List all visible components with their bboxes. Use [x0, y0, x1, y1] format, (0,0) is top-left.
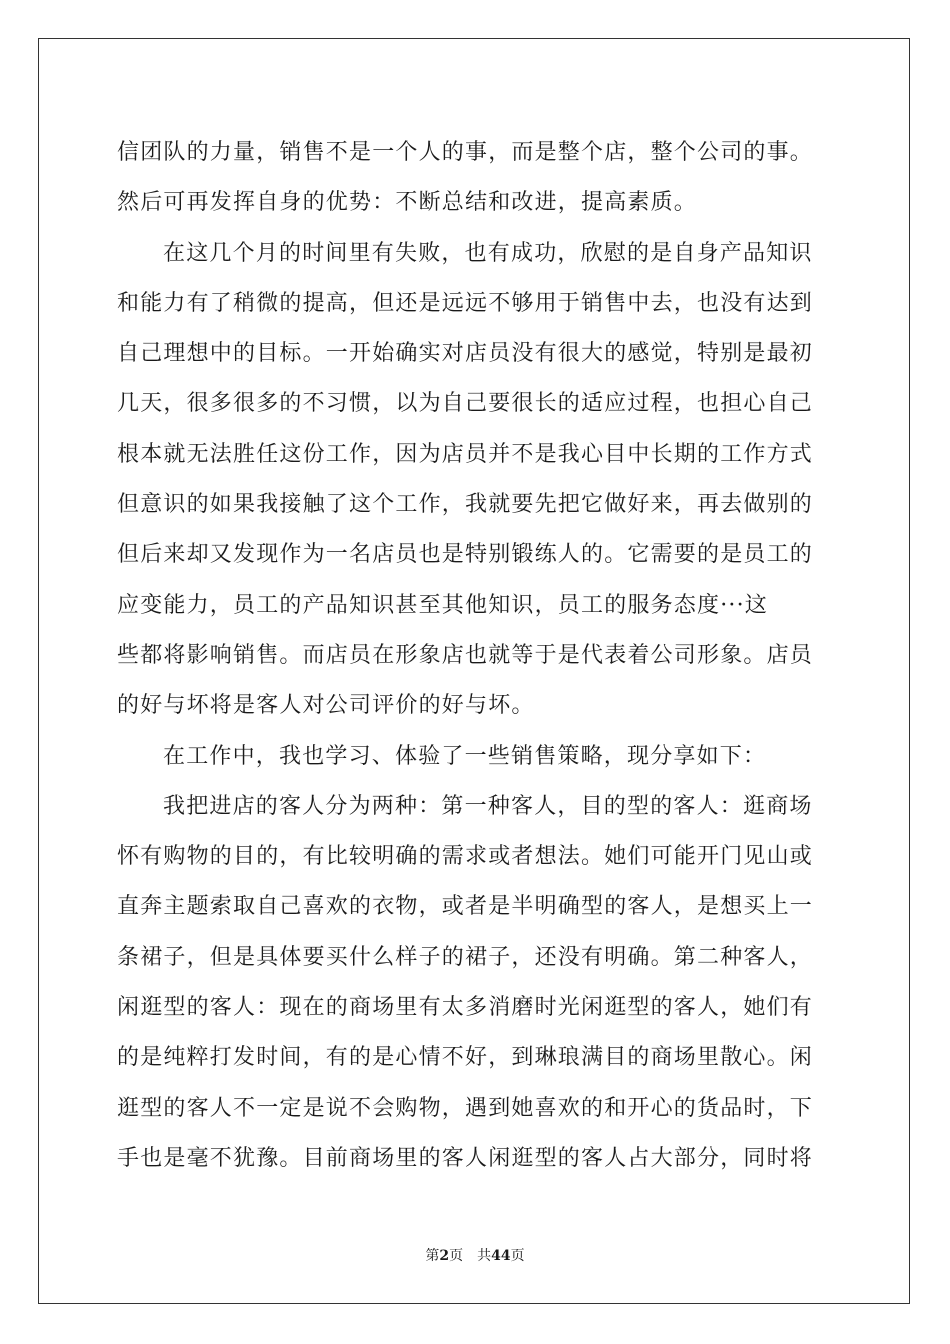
total-pages: 44 — [491, 1248, 511, 1264]
text-line: 应变能力，员工的产品知识甚至其他知识，员工的服务态度···这 — [117, 592, 768, 618]
text-line: 和能力有了稍微的提高，但还是远远不够用于销售中去，也没有达到 — [117, 290, 814, 316]
text-line: 自己理想中的目标。一开始确实对店员没有很大的感觉，特别是最初 — [117, 341, 814, 367]
text-line: 根本就无法胜任这份工作，因为店员并不是我心目中长期的工作方式 — [117, 441, 814, 467]
text-line: 闲逛型的客人：现在的商场里有太多消磨时光闲逛型的客人，她们有 — [117, 995, 814, 1021]
text-line: 但意识的如果我接触了这个工作，我就要先把它做好来，再去做别的 — [117, 492, 814, 518]
text-line: 的好与坏将是客人对公司评价的好与坏。 — [117, 693, 535, 719]
text-line: 在工作中，我也学习、体验了一些销售策略，现分享如下： — [163, 743, 767, 769]
text-line: 的是纯粹打发时间，有的是心情不好，到琳琅满目的商场里散心。闲 — [117, 1045, 814, 1071]
text-line: 我把进店的客人分为两种：第一种客人，目的型的客人：逛商场 — [163, 793, 813, 819]
text-line: 但后来却又发现作为一名店员也是特别锻练人的。它需要的是员工的 — [117, 542, 814, 568]
page-number: 2 — [439, 1248, 450, 1264]
total-prefix: 共 — [477, 1248, 492, 1264]
text-line: 手也是毫不犹豫。目前商场里的客人闲逛型的客人占大部分，同时将 — [117, 1145, 814, 1171]
text-line: 怀有购物的目的，有比较明确的需求或者想法。她们可能开门见山或 — [117, 844, 814, 870]
text-line: 直奔主题索取自己喜欢的衣物，或者是半明确型的客人，是想买上一 — [117, 894, 814, 920]
page-suffix: 页 — [449, 1248, 464, 1264]
text-line: 条裙子，但是具体要买什么样子的裙子，还没有明确。第二种客人， — [117, 944, 814, 970]
page-prefix: 第 — [425, 1248, 440, 1264]
text-line: 然后可再发挥自身的优势：不断总结和改进，提高素质。 — [117, 190, 698, 216]
text-line: 信团队的力量，销售不是一个人的事，而是整个店，整个公司的事。 — [117, 140, 814, 165]
page-footer — [0, 1245, 950, 1265]
text-line: 在这几个月的时间里有失败，也有成功，欣慰的是自身产品知识 — [163, 240, 813, 266]
total-suffix: 页 — [510, 1248, 525, 1264]
document-body — [117, 128, 833, 1184]
text-line: 几天，很多很多的不习惯，以为自己要很长的适应过程，也担心自己 — [117, 391, 814, 417]
text-line: 逛型的客人不一定是说不会购物，遇到她喜欢的和开心的货品时，下 — [117, 1095, 814, 1121]
text-line: 些都将影响销售。而店员在形象店也就等于是代表着公司形象。店员 — [117, 642, 814, 668]
